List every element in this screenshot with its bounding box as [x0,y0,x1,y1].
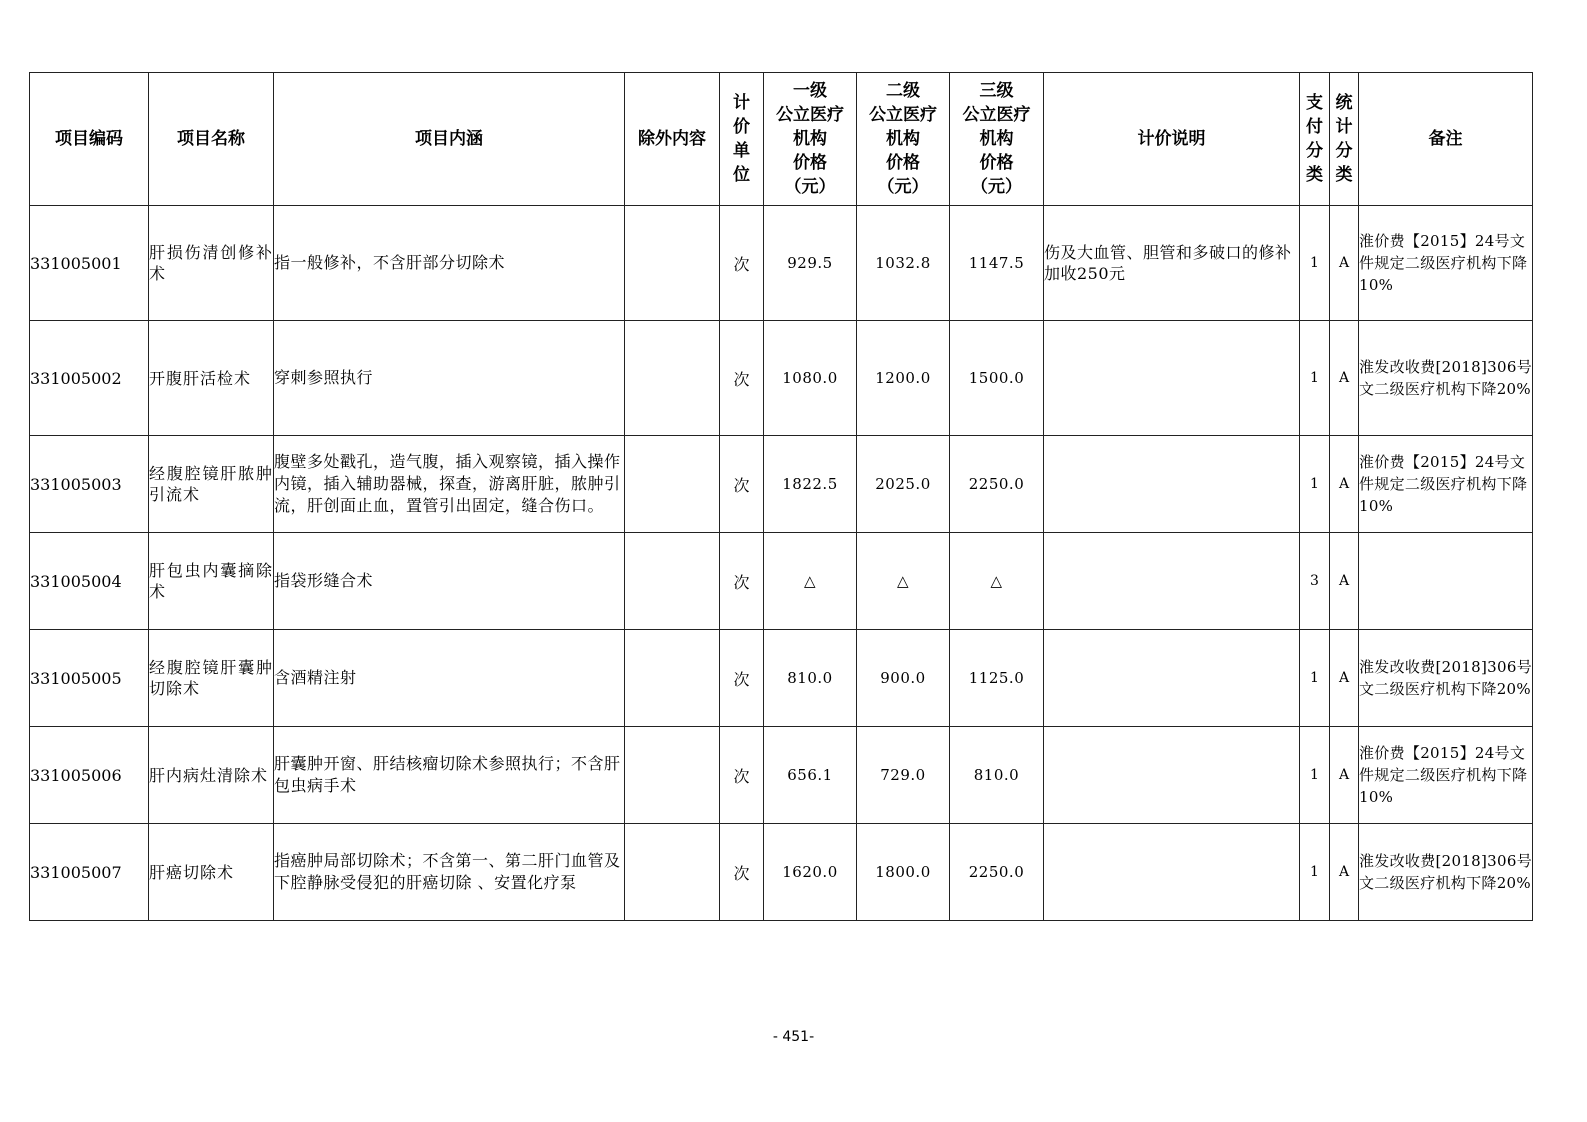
cell-name: 肝损伤清创修补术 [149,206,274,321]
cell-name: 经腹腔镜肝脓肿引流术 [149,436,274,533]
table-row [30,630,1533,727]
cell-content: 指袋形缝合术 [274,533,625,630]
cell-price-level2: 2025.0 [857,436,950,533]
cell-statistics-category: A [1330,824,1359,921]
cell-exclusion [625,206,720,321]
table-row [30,727,1533,824]
cell-content: 含酒精注射 [274,630,625,727]
header-unit: 计 价 单 位 [720,73,764,206]
cell-price-level1: 929.5 [764,206,857,321]
header-content: 项目内涵 [274,73,625,206]
cell-unit: 次 [720,436,764,533]
cell-price-level2: 1032.8 [857,206,950,321]
cell-statistics-category: A [1330,436,1359,533]
cell-price-level3: 2250.0 [950,436,1044,533]
table-header-row [30,73,1533,206]
cell-remark [1359,533,1533,630]
cell-price-level3: 2250.0 [950,824,1044,921]
cell-name: 经腹腔镜肝囊肿切除术 [149,630,274,727]
cell-payment-category: 1 [1300,206,1330,321]
page-number: - 451- [772,1029,815,1045]
cell-content: 腹壁多处戳孔，造气腹，插入观察镜，插入操作内镜，插入辅助器械，探查，游离肝脏，脓肿引流，肝创面止血，置管引出固定，缝合伤口。 [274,436,625,533]
table-row [30,206,1533,321]
cell-exclusion [625,436,720,533]
cell-statistics-category: A [1330,533,1359,630]
cell-name: 肝癌切除术 [149,824,274,921]
cell-unit: 次 [720,321,764,436]
header-price-level1: 一级 公立医疗 机构 价格 （元） [764,73,857,206]
cell-content: 指癌肿局部切除术；不含第一、第二肝门血管及下腔静脉受侵犯的肝癌切除 、安置化疗泵 [274,824,625,921]
cell-name: 肝内病灶清除术 [149,727,274,824]
cell-remark: 淮发改收费[2018]306号文二级医疗机构下降20% [1359,321,1533,436]
cell-price-level2: 729.0 [857,727,950,824]
cell-payment-category: 1 [1300,630,1330,727]
header-name: 项目名称 [149,73,274,206]
cell-price-level2: 1800.0 [857,824,950,921]
cell-price-level3: 810.0 [950,727,1044,824]
cell-payment-category: 1 [1300,436,1330,533]
header-price-level2: 二级 公立医疗 机构 价格 （元） [857,73,950,206]
cell-statistics-category: A [1330,206,1359,321]
cell-pricing-note [1044,630,1300,727]
header-pricing-note: 计价说明 [1044,73,1300,206]
cell-code: 331005005 [30,630,149,727]
cell-pricing-note [1044,727,1300,824]
cell-exclusion [625,321,720,436]
cell-code: 331005001 [30,206,149,321]
cell-unit: 次 [720,533,764,630]
table-row [30,436,1533,533]
cell-code: 331005007 [30,824,149,921]
header-payment-category: 支 付 分 类 [1300,73,1330,206]
cell-price-level3: 1500.0 [950,321,1044,436]
cell-unit: 次 [720,727,764,824]
cell-price-level1: 656.1 [764,727,857,824]
cell-price-level1: 1822.5 [764,436,857,533]
cell-code: 331005003 [30,436,149,533]
cell-content: 指一般修补，不含肝部分切除术 [274,206,625,321]
cell-exclusion [625,630,720,727]
cell-exclusion [625,824,720,921]
cell-price-level3: 1125.0 [950,630,1044,727]
cell-code: 331005002 [30,321,149,436]
cell-code: 331005006 [30,727,149,824]
cell-pricing-note [1044,533,1300,630]
cell-statistics-category: A [1330,727,1359,824]
cell-statistics-category: A [1330,321,1359,436]
cell-statistics-category: A [1330,630,1359,727]
cell-content: 肝囊肿开窗、肝结核瘤切除术参照执行；不含肝包虫病手术 [274,727,625,824]
header-code: 项目编码 [30,73,149,206]
cell-remark: 淮价费【2015】24号文件规定二级医疗机构下降10% [1359,436,1533,533]
cell-price-level3: 1147.5 [950,206,1044,321]
cell-remark: 淮发改收费[2018]306号文二级医疗机构下降20% [1359,630,1533,727]
cell-price-level2: 900.0 [857,630,950,727]
cell-exclusion [625,533,720,630]
cell-price-level2: △ [857,533,950,630]
header-price-level3: 三级 公立医疗 机构 价格 （元） [950,73,1044,206]
cell-price-level1: 810.0 [764,630,857,727]
cell-unit: 次 [720,824,764,921]
cell-exclusion [625,727,720,824]
cell-price-level1: 1620.0 [764,824,857,921]
cell-unit: 次 [720,630,764,727]
cell-content: 穿刺参照执行 [274,321,625,436]
header-remark: 备注 [1359,73,1533,206]
cell-remark: 淮发改收费[2018]306号文二级医疗机构下降20% [1359,824,1533,921]
cell-name: 开腹肝活检术 [149,321,274,436]
table-row [30,321,1533,436]
cell-payment-category: 1 [1300,824,1330,921]
cell-unit: 次 [720,206,764,321]
table-row [30,824,1533,921]
cell-payment-category: 1 [1300,321,1330,436]
cell-price-level3: △ [950,533,1044,630]
table-row [30,533,1533,630]
cell-pricing-note [1044,436,1300,533]
cell-payment-category: 3 [1300,533,1330,630]
header-exclusion: 除外内容 [625,73,720,206]
cell-payment-category: 1 [1300,727,1330,824]
cell-remark: 淮价费【2015】24号文件规定二级医疗机构下降10% [1359,727,1533,824]
cell-pricing-note: 伤及大血管、胆管和多破口的修补加收250元 [1044,206,1300,321]
cell-price-level1: △ [764,533,857,630]
cell-price-level1: 1080.0 [764,321,857,436]
price-table [29,72,1533,921]
cell-price-level2: 1200.0 [857,321,950,436]
cell-remark: 淮价费【2015】24号文件规定二级医疗机构下降10% [1359,206,1533,321]
cell-code: 331005004 [30,533,149,630]
cell-pricing-note [1044,321,1300,436]
header-statistics-category: 统 计 分 类 [1330,73,1359,206]
cell-name: 肝包虫内囊摘除术 [149,533,274,630]
cell-pricing-note [1044,824,1300,921]
